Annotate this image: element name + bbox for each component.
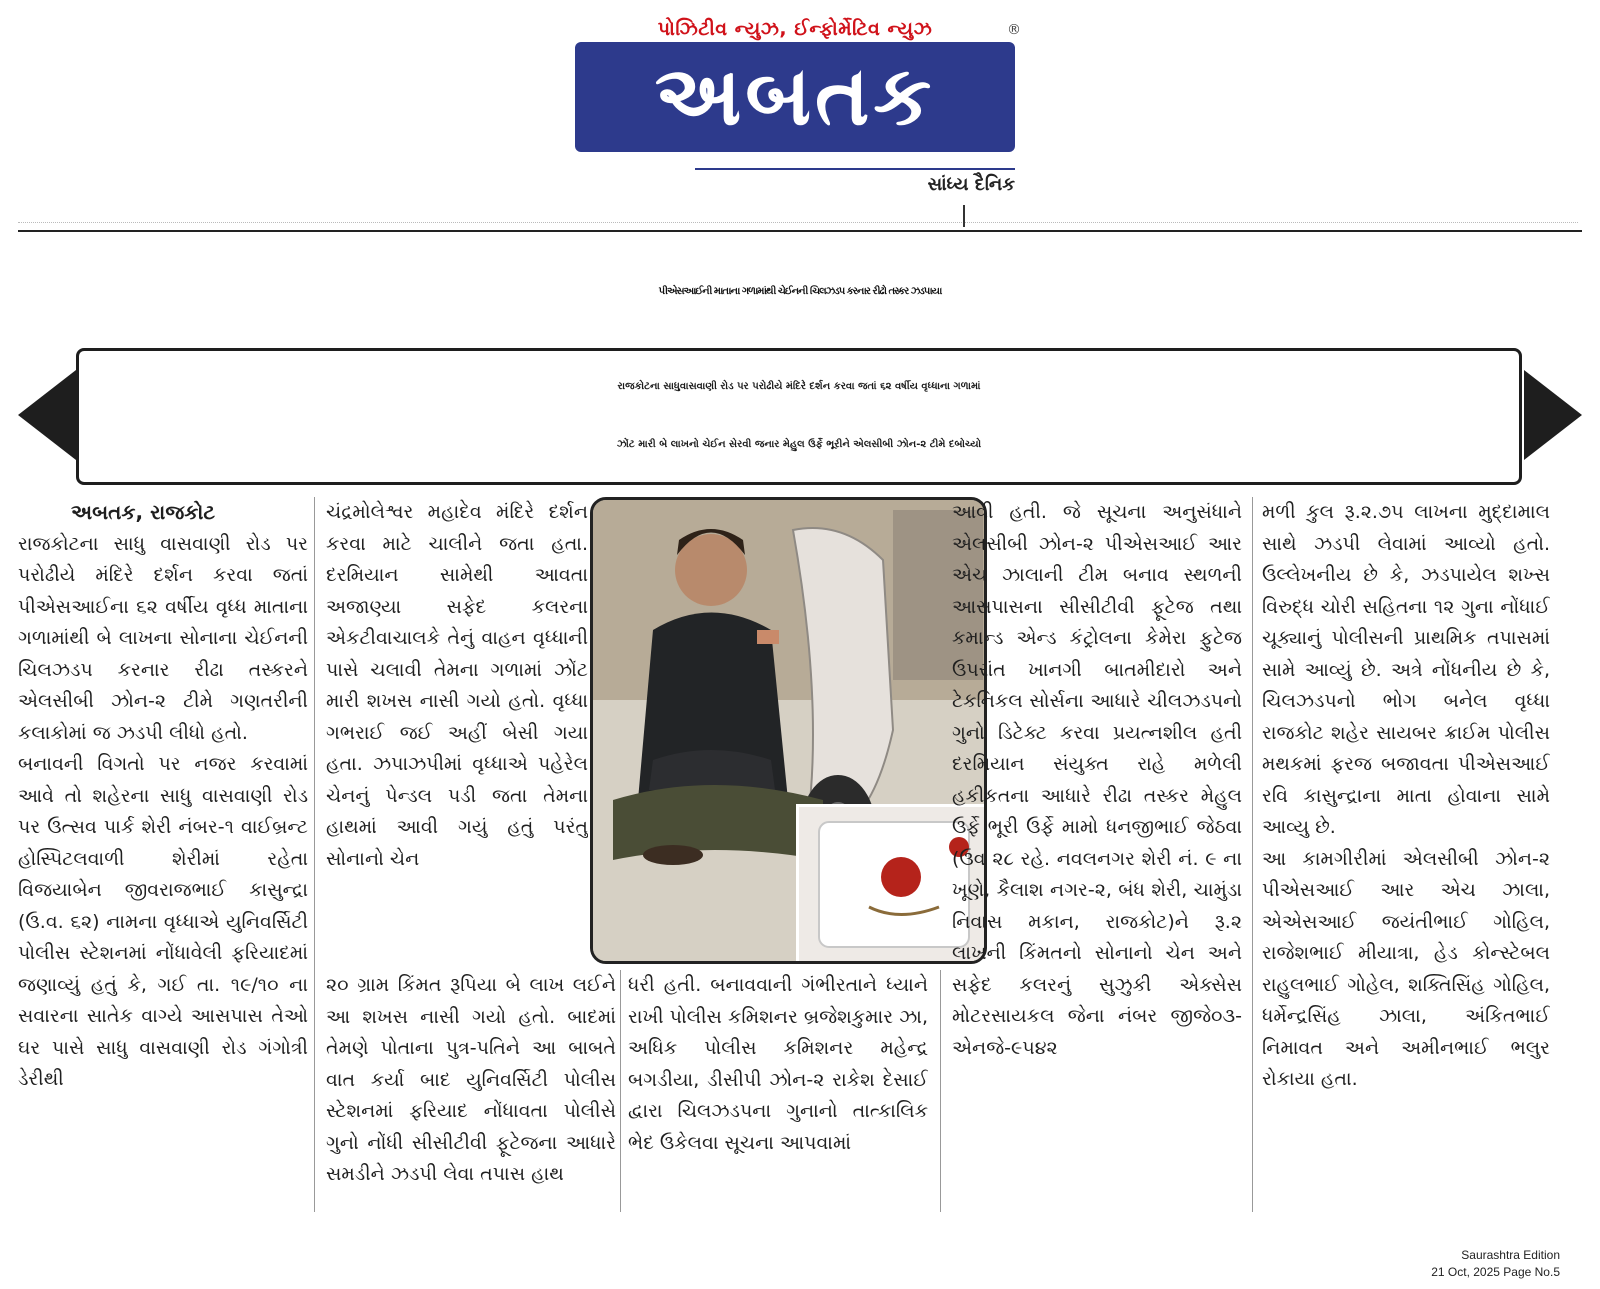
column-divider xyxy=(1252,497,1253,1212)
column-1-text: રાજકોટના સાધુ વાસવાણી રોડ પર પરોઢીયે મંદિરે દર્શન કરવા જતાં પીએસઆઈના ૬૨ વર્ષીય વૃધ્ધ માતાના ગળામાંથી બે લાખના સોનાના ચેઈનની ચિલઝડપ કરનાર રીઢા તસ્કરને એલસીબી ઝોન-૨ ટીમે ગણતરીની કલાકોમાં જ ઝડપી લીધો હતો. બનાવની વિગતો પર નજર કરવામાં આવે તો શહેરના સાધુ વાસવાણી રોડ પર ઉત્સવ પાર્ક શેરી નંબર-૧ વાઈબ્રન્ટ હોસ્પિટલવાળી શેરીમાં રહેતા વિજયાબેન જીવરાજભાઈ કાસુન્દ્રા (ઉ.વ. ૬૨) નામના વૃધ્ધાએ યુનિવર્સિટી પોલીસ સ્ટેશનમાં નોંધાવેલી ફરિયાદમાં જણાવ્યું હતું કે, ગઈ તા. ૧૯/૧૦ ના સવારના સાતેક વાગ્યે આસપાસ તેઓ ઘર પાસે સાધુ વાસવાણી રોડ ગંગોત્રી ડેરીથી xyxy=(18,532,308,1090)
strip-divider xyxy=(963,205,965,227)
previous-story-strip xyxy=(18,210,1578,223)
newspaper-logo: અબતક xyxy=(575,42,1015,152)
article-column-1 xyxy=(18,497,308,1212)
edition-name: Saurashtra Edition xyxy=(1461,1248,1560,1262)
subheadline-frame xyxy=(76,348,1522,485)
column-2b-text: ૨૦ ગ્રામ કિંમત રૂપિયા બે લાખ લઈને આ શખસ નાસી ગયો હતો. બાદમાં તેમણે પોતાના પુત્ર-પતિને આ બાબતે વાત કર્યા બાદ યુનિવર્સિટી પોલીસ સ્ટેશનમાં ફરિયાદ નોંધાવતા પોલીસે ગુનો નોંધી સીસીટીવી ફૂટેજના આધારે સમડીને ઝડપી લેવા તપાસ હાથ xyxy=(326,974,616,1185)
news-photo-accused xyxy=(590,497,987,964)
registered-mark: ® xyxy=(1007,22,1021,38)
masthead-subtitle: સાંધ્ય દૈનિક xyxy=(927,174,1015,195)
masthead xyxy=(575,18,1020,200)
column-4-text: આવી હતી. જે સૂચના અનુસંધાને એલસીબી ઝોન-૨ પીએસઆઈ આર એચ ઝાલાની ટીમ બનાવ સ્થળની આસપાસના સીસીટીવી ફૂટેજ તથા કમાન્ડ એન્ડ કંટ્રોલના કેમેરા ફુટેજ ઉપરાંત ખાનગી બાતમીદારો અને ટેકનિકલ સોર્સના આધારે ચીલઝડપનો ગુનો ડિટેક્ટ કરવા પ્રયત્નશીલ હતી દરમિયાન સંયુક્ત રાહે મળેલી હકીકતના આધારે રીઢા તસ્કર મેહુલ ઉર્ફે ભૂરી ઉર્ફે મામો ધનજીભાઈ જેઠવા (ઉવ ૨૮ રહે. નવલનગર શેરી નં. ૯ ના ખૂણે, કૈલાશ નગર-૨, બંધ શેરી, ચામુંડા નિવાસ મકાન, રાજકોટ)ને રૂ.૨ લાખની કિંમતનો સોનાનો ચેન અને સફેદ કલરનું સુઝુકી એક્સેસ મોટરસાયકલ જેના નંબર જીજે૦૩-એનજે-૯૫૪૨ xyxy=(952,501,1242,1059)
right-arrow-ornament xyxy=(1524,370,1582,460)
edition-date-page: 21 Oct, 2025 Page No.5 xyxy=(1431,1265,1560,1279)
column-3-text: ધરી હતી. બનાવવાની ગંભીરતાને ધ્યાને રાખી પોલીસ કમિશનર બ્રજેશકુમાર ઝા, અધિક પોલીસ કમિશનર મહેન્દ્ર બગડીયા, ડીસીપી ઝોન-૨ રાકેશ દેસાઈ દ્વારા ચિલઝડપના ગુનાનો તાત્કાલિક ભેદ ઉકેલવા સૂચના આપવામાં xyxy=(628,974,928,1154)
column-divider xyxy=(940,970,941,1212)
subheadline-box xyxy=(18,348,1582,483)
subheadline-line-2: ઝોંટ મારી બે લાખનો ચેઈન સેરવી જનાર મેહુલ ઉર્ફે ભૂરીને એલસીબી ઝોન-૨ ટીમે દબોચ્યો xyxy=(616,439,982,450)
column-divider xyxy=(620,970,621,1212)
column-divider xyxy=(314,497,315,1212)
byline: અબતક, રાજકોટ xyxy=(70,500,216,524)
left-arrow-ornament xyxy=(18,370,76,460)
subheadline-line-1: રાજકોટના સાધુવાસવાણી રોડ પર પરોઢીયે મંદિરે દર્શન કરવા જતાં ૬૨ વર્ષીય વૃધ્ધાના ગળામાં xyxy=(617,381,981,392)
article-column-5 xyxy=(1262,497,1550,1212)
logo-underline xyxy=(695,168,1015,170)
column-2-text: ચંદ્રમોલેશ્વર મહાદેવ મંદિરે દર્શન કરવા માટે ચાલીને જતા હતા. દરમિયાન સામેથી આવતા અજાણ્યા સફેદ કલરના એકટીવાચાલકે તેનું વાહન વૃધ્ધાની પાસે ચલાવી તેમના ગળામાં ઝોંટ મારી શખસ નાસી ગયો હતો. વૃધ્ધા ગભરાઈ જઈ અહીં બેસી ગયા હતા. ઝપાઝપીમાં વૃધ્ધાએ પહેરેલ ચેનનું પેન્ડલ પડી જતા તેમના હાથમાં આવી ગયું હતું પરંતુ સોનાનો ચેન xyxy=(326,501,588,870)
article-column-4 xyxy=(952,497,1242,1212)
headline: પીએસઆઈની માતાના ગળામાંથી ચેઈનની ચિલઝડપ કરનાર રીઢો તસ્કર ઝડપાયા xyxy=(658,286,942,297)
article-column-2 xyxy=(326,497,588,967)
edition-footer xyxy=(1431,1247,1560,1281)
article-column-3 xyxy=(628,970,928,1212)
masthead-tagline: પોઝિટીવ ન્યુઝ, ઈન્ફોર્મેટિવ ન્યુઝ xyxy=(657,18,933,40)
top-rule xyxy=(18,230,1582,232)
column-5-text: મળી કુલ રૂ.૨.૭૫ લાખના મુદ્દામાલ સાથે ઝડપી લેવામાં આવ્યો હતો. ઉલ્લેખનીય છે કે, ઝડપાયેલ શખ્સ વિરુદ્ધ ચોરી સહિતના ૧૨ ગુના નોંધાઈ ચૂક્યાનું પોલીસની પ્રાથમિક તપાસમાં સામે આવ્યું છે. અત્રે નોંધનીય છે કે, ચિલઝડપનો ભોગ બનેલ વૃધ્ધા રાજકોટ શહેર સાયબર ક્રાઈમ પોલીસ મથકમાં ફરજ બજાવતા પીએસઆઈ રવિ કાસુન્દ્રાના માતા હોવાના સામે આવ્યુ છે. આ કામગીરીમાં એલસીબી ઝોન-૨ પીએસઆઈ આર એચ ઝાલા, એએસઆઈ જયંતીભાઈ ગોહિલ, રાજેશભાઈ મીયાત્રા, હેડ કોન્સ્ટેબલ રાહુલભાઈ ગોહેલ, શક્તિસિંહ ગોહિલ, ધર્મેન્દ્રસિંહ ઝાલા, અંકિતભાઈ નિમાવત અને અમીનભાઈ ભલુર રોકાયા હતા. xyxy=(1262,501,1550,1090)
article-column-2-continued xyxy=(326,970,616,1212)
